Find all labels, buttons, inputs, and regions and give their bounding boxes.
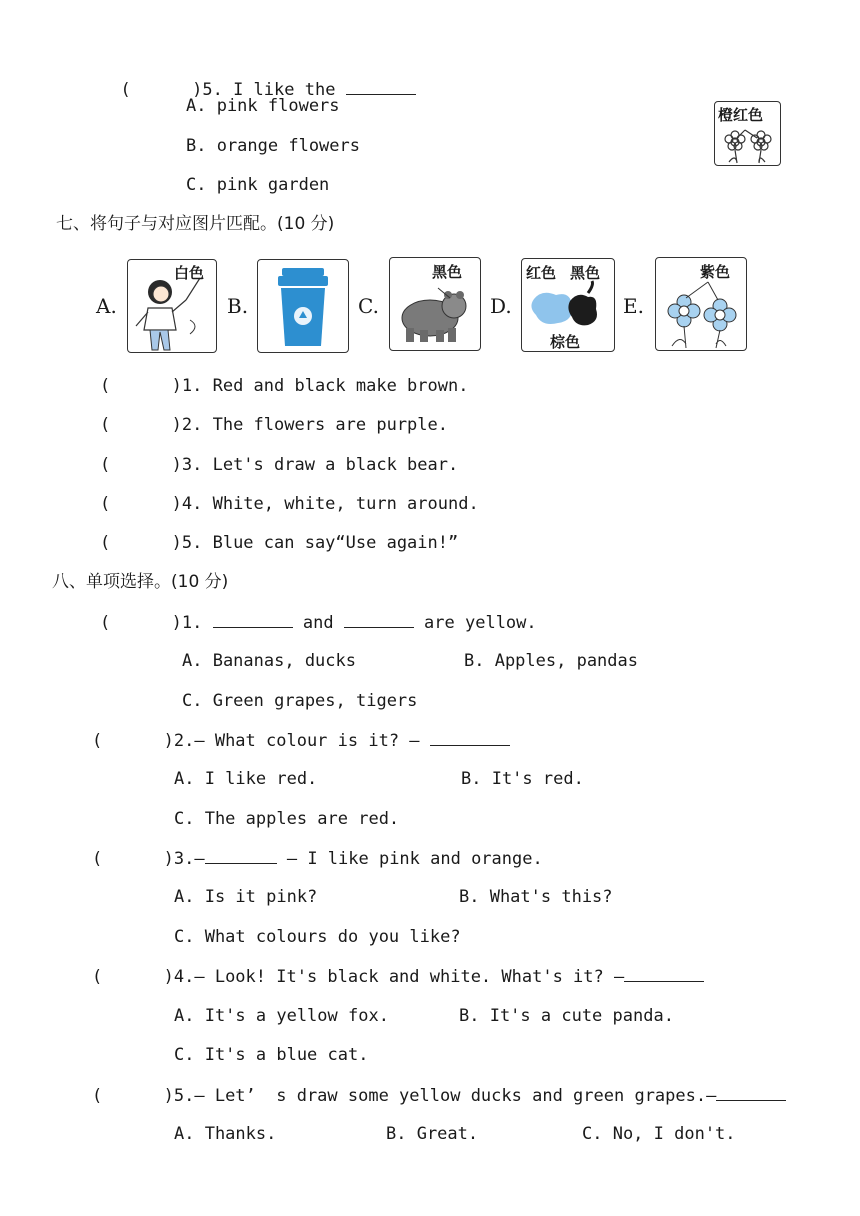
answer-paren[interactable]: ( ) — [92, 731, 174, 751]
s8-q1 — [100, 611, 537, 634]
s8-q4 — [92, 965, 704, 988]
s8-q5-b: B. Great. — [386, 1124, 479, 1144]
answer-paren[interactable]: ( ) — [100, 455, 182, 475]
s7-item-3 — [100, 454, 458, 476]
s8-q3 — [92, 847, 543, 870]
image-label: 橙红色 — [718, 106, 764, 124]
s7-item-4 — [100, 493, 479, 515]
answer-blank[interactable] — [344, 611, 414, 628]
s7-item-2 — [100, 414, 448, 436]
option-c: C. pink garden — [186, 175, 330, 195]
answer-paren[interactable]: ( ) — [92, 967, 174, 987]
q-text: 3.— — [173, 849, 205, 869]
answer-paren[interactable]: ( ) — [100, 376, 182, 396]
item-text: 2. The flowers are purple. — [181, 415, 448, 435]
item-text: 4. White, white, turn around. — [181, 494, 479, 514]
s8-q3-a: A. Is it pink? — [174, 887, 318, 907]
picture-d-label-black: 黑色 — [570, 264, 601, 282]
s8-q5-c: C. No, I don't. — [582, 1124, 736, 1144]
q-text: 2.— What colour is it? — — [173, 731, 430, 751]
item-text: 5. Blue can say“Use again!” — [181, 533, 459, 553]
picture-e-purple-flowers — [655, 257, 747, 351]
s8-q1-b: B. Apples, pandas — [464, 651, 638, 671]
answer-blank[interactable] — [213, 611, 293, 628]
s8-q2-c: C. The apples are red. — [174, 809, 400, 829]
s8-q2-a: A. I like red. — [174, 769, 318, 789]
s7-item-1 — [100, 375, 468, 397]
picture-d-label-red: 红色 — [526, 264, 557, 282]
item-text: 1. Red and black make brown. — [181, 376, 469, 396]
picture-b-blue-bin — [257, 259, 349, 353]
q-num: 1. — [181, 613, 203, 633]
answer-paren[interactable]: ( ) — [100, 494, 182, 514]
picture-e-label: 紫色 — [700, 263, 731, 281]
option-a: A. pink flowers — [186, 96, 340, 116]
pic-letter-b: B. — [227, 294, 249, 318]
section-8-title: 八、单项选择。(10 分) — [52, 572, 229, 592]
answer-blank[interactable] — [716, 1084, 786, 1101]
q-text: are yellow. — [413, 613, 537, 633]
answer-blank[interactable] — [430, 729, 510, 746]
answer-blank[interactable] — [346, 78, 416, 95]
picture-d-label-brown: 棕色 — [550, 333, 581, 351]
q-text: and — [292, 613, 344, 633]
pic-letter-a: A. — [96, 294, 117, 318]
s8-q1-a: A. Bananas, ducks — [182, 651, 356, 671]
answer-paren[interactable]: ( ) — [100, 533, 182, 553]
pic-letter-e: E. — [623, 294, 644, 318]
pic-letter-c: C. — [358, 294, 379, 318]
picture-c-black-bear — [389, 257, 481, 351]
answer-paren[interactable]: ( ) — [92, 1086, 174, 1106]
section-7-title: 七、将句子与对应图片匹配。(10 分) — [56, 214, 335, 234]
orange-flowers-image — [714, 101, 781, 166]
option-b: B. orange flowers — [186, 136, 360, 156]
q-text: 5.— Let’ s draw some yellow ducks and green grapes.— — [173, 1086, 717, 1106]
answer-paren[interactable]: ( ) — [92, 849, 174, 869]
answer-paren[interactable]: ( ) — [120, 80, 203, 100]
item-text: 3. Let's draw a black bear. — [181, 455, 459, 475]
s7-item-5 — [100, 532, 458, 554]
s8-q2 — [92, 729, 510, 752]
s8-q2-b: B. It's red. — [461, 769, 584, 789]
s8-q4-b: B. It's a cute panda. — [459, 1006, 674, 1026]
q-text: 4.— Look! It's black and white. What's it? — — [173, 967, 625, 987]
pic-letter-d: D. — [490, 294, 512, 318]
answer-paren[interactable]: ( ) — [100, 613, 182, 633]
s8-q4-c: C. It's a blue cat. — [174, 1045, 369, 1065]
answer-blank[interactable] — [624, 965, 704, 982]
s8-q1-c: C. Green grapes, tigers — [182, 691, 418, 711]
picture-c-label: 黑色 — [432, 263, 463, 281]
s8-q3-b: B. What's this? — [459, 887, 613, 907]
question-text: 5. I like the — [202, 80, 346, 100]
q-text: — I like pink and orange. — [276, 849, 543, 869]
s8-q4-a: A. It's a yellow fox. — [174, 1006, 389, 1026]
answer-paren[interactable]: ( ) — [100, 415, 182, 435]
s8-q5 — [92, 1084, 786, 1107]
picture-d-color-mix — [521, 258, 615, 352]
picture-a-label: 白色 — [174, 264, 205, 282]
s8-q5-a: A. Thanks. — [174, 1124, 277, 1144]
picture-a-girl-white — [127, 259, 217, 353]
s8-q3-c: C. What colours do you like? — [174, 927, 461, 947]
answer-blank[interactable] — [205, 847, 277, 864]
